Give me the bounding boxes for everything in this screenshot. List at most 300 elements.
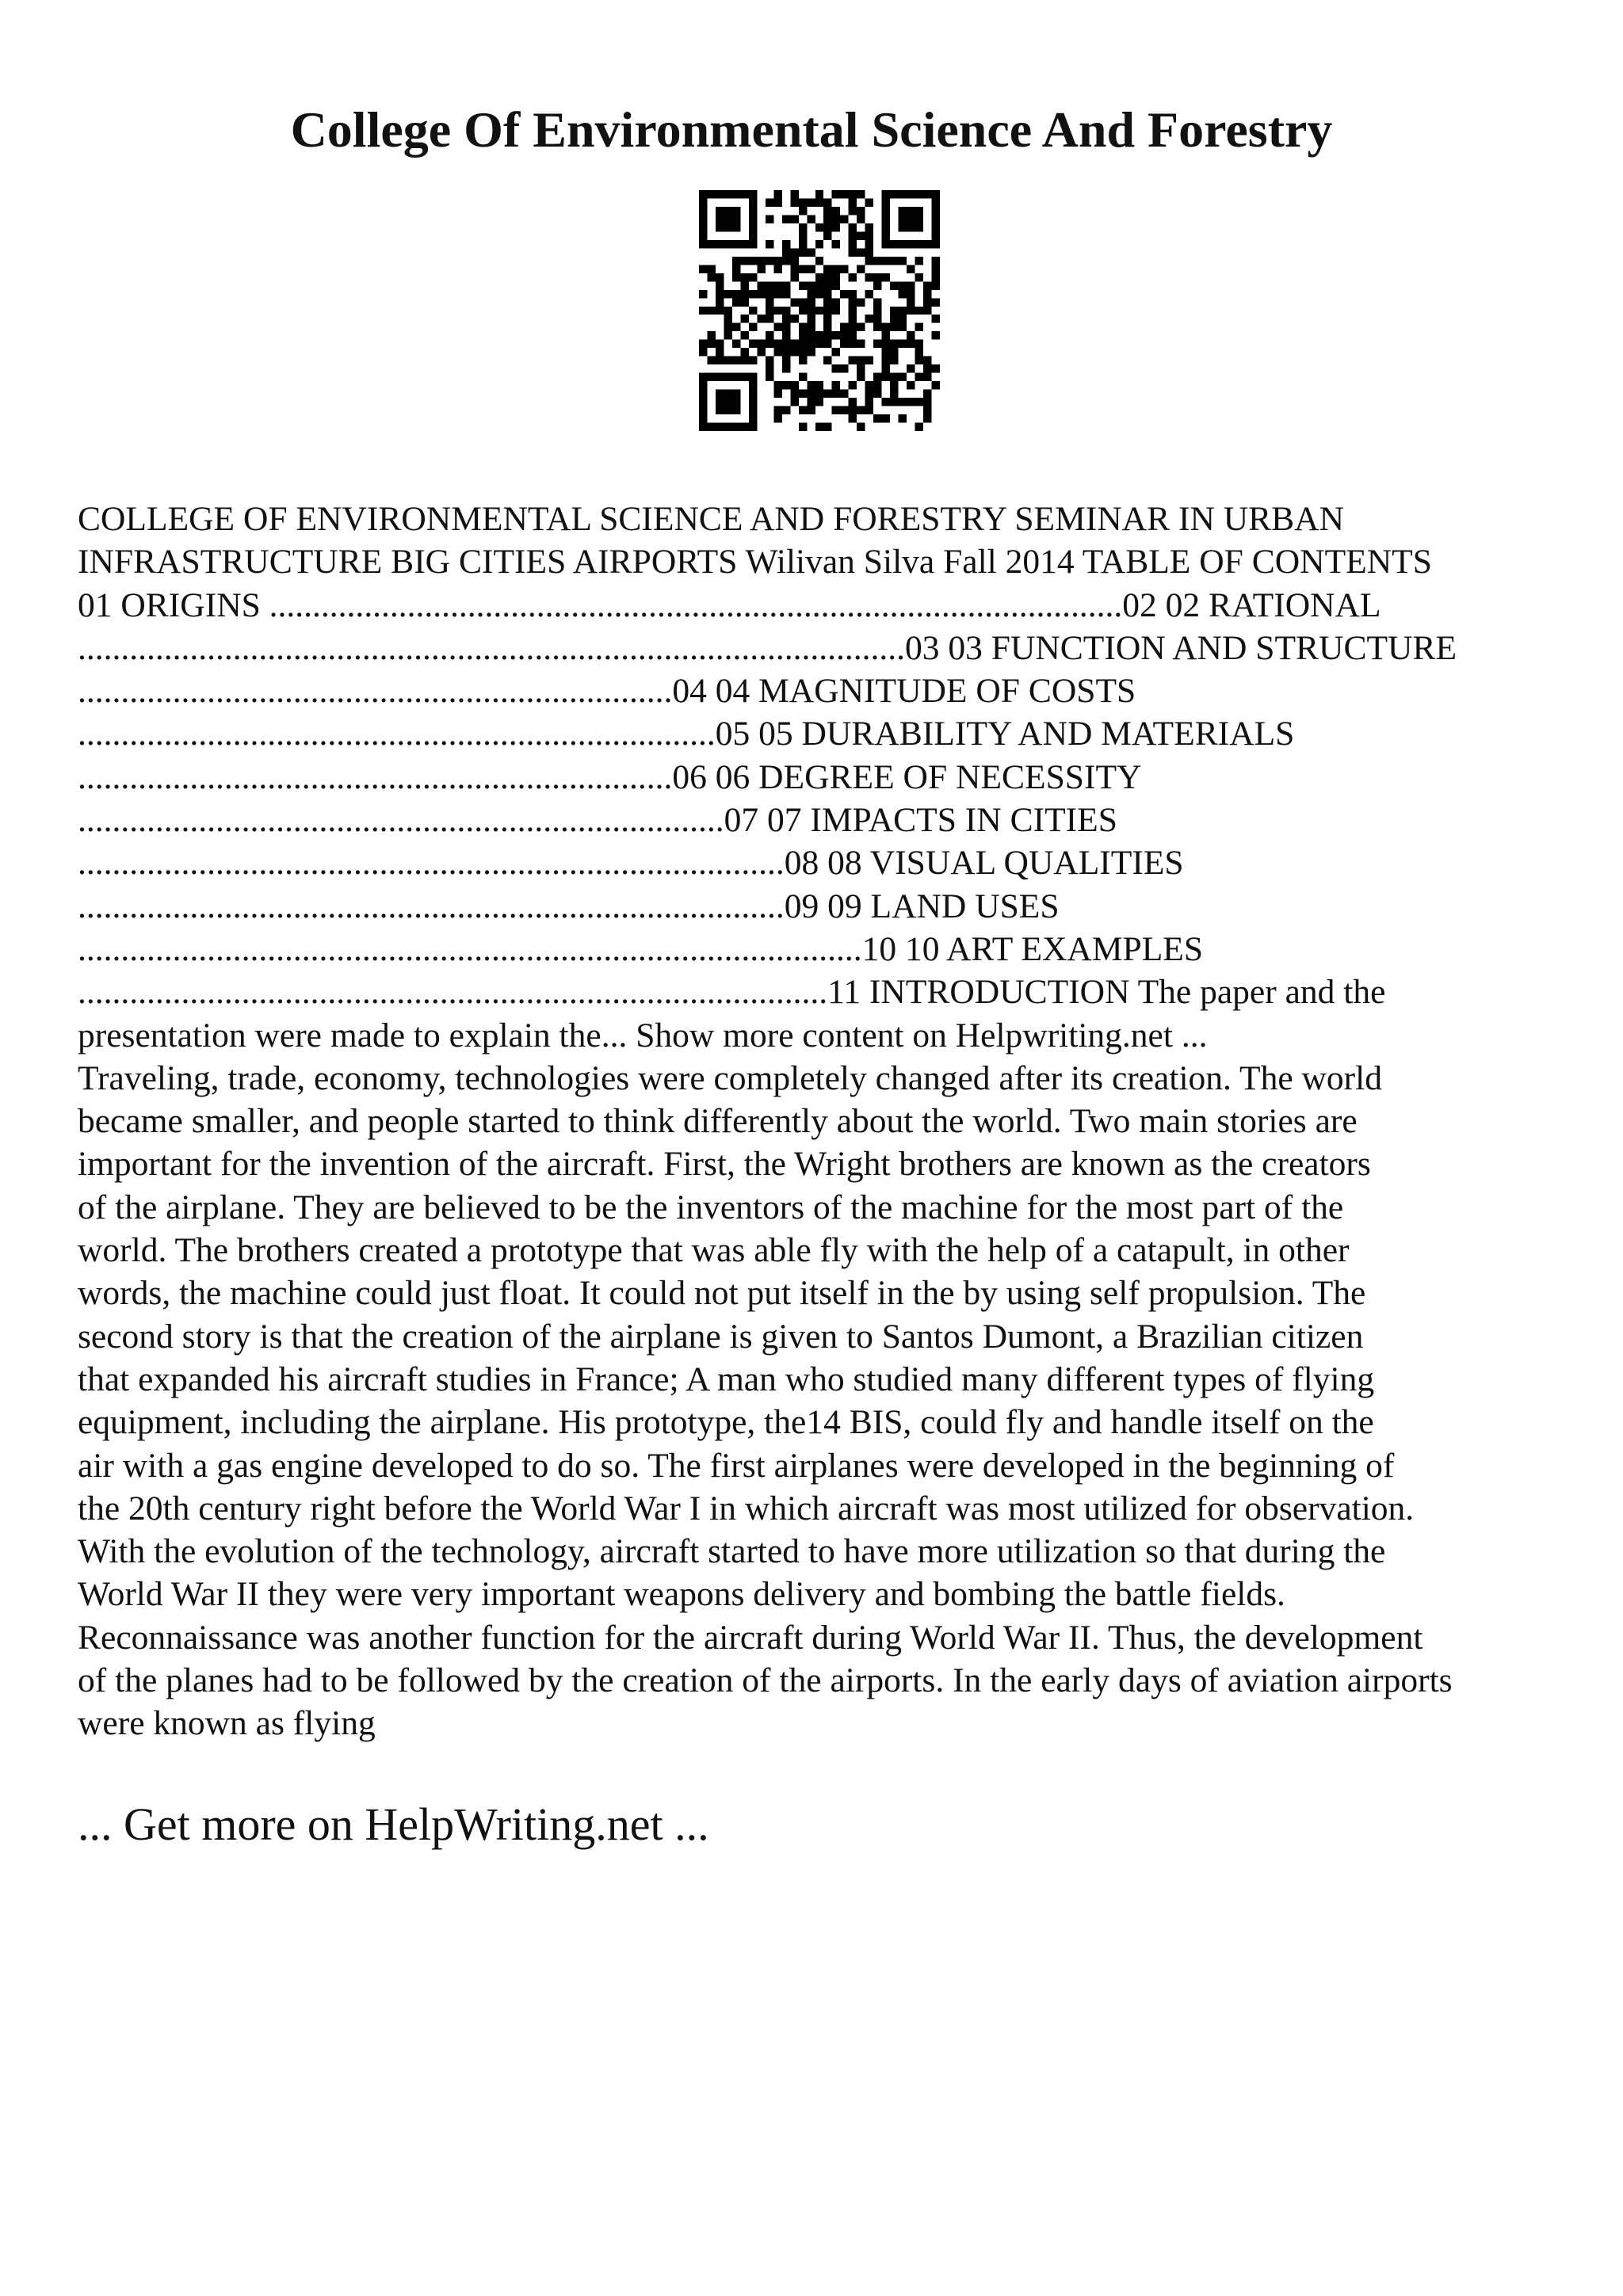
- qr-module: [865, 315, 873, 322]
- qr-module: [732, 215, 740, 223]
- qr-module: [782, 290, 790, 298]
- qr-module: [915, 398, 923, 406]
- body-line: World War II they were very important weapons delivery and bombing the battle fields.: [78, 1575, 1285, 1614]
- toc-line: ..................................................................................09 09 LAND USES: [78, 887, 1060, 925]
- qr-module: [807, 265, 815, 273]
- qr-module: [932, 231, 940, 239]
- qr-module: [865, 240, 873, 248]
- qr-module: [857, 323, 865, 331]
- qr-module: [832, 364, 840, 372]
- qr-module: [807, 215, 815, 223]
- qr-module: [732, 265, 740, 273]
- qr-module: [882, 331, 890, 339]
- qr-module: [932, 198, 940, 206]
- qr-module: [923, 398, 931, 406]
- qr-module: [815, 190, 823, 198]
- body-line: of the planes had to be followed by the creation of the airports. In the early days of aviation airports: [78, 1661, 1453, 1700]
- toc-line: .......................................................................................11 INTRODUCTION The paper and the: [78, 973, 1386, 1012]
- body-line: the 20th century right before the World War I in which aircraft was most utilized for observation.: [78, 1489, 1415, 1527]
- qr-module: [766, 298, 773, 306]
- qr-module: [873, 298, 881, 306]
- qr-module: [790, 381, 798, 389]
- qr-module: [807, 340, 815, 348]
- qr-module: [740, 331, 748, 339]
- qr-module: [823, 207, 831, 215]
- qr-module: [749, 190, 757, 198]
- qr-module: [890, 348, 898, 356]
- qr-module: [857, 423, 865, 431]
- qr-module: [849, 307, 857, 315]
- body-line: Traveling, trade, economy, technologies were completely changed after its creation. The world: [78, 1058, 1382, 1097]
- qr-module: [899, 215, 907, 223]
- qr-module: [923, 240, 931, 248]
- qr-module: [915, 307, 923, 315]
- qr-module: [932, 298, 940, 306]
- qr-module: [849, 273, 857, 281]
- qr-module: [882, 348, 890, 356]
- qr-module: [873, 281, 881, 289]
- qr-module: [790, 348, 798, 356]
- qr-module: [832, 207, 840, 215]
- qr-module: [882, 414, 890, 422]
- qr-module: [716, 390, 724, 398]
- qr-module: [782, 307, 790, 315]
- qr-module: [932, 257, 940, 265]
- qr-module: [757, 290, 765, 298]
- qr-module: [707, 307, 715, 315]
- qr-module: [857, 364, 865, 372]
- qr-module: [873, 257, 881, 265]
- qr-module: [882, 190, 890, 198]
- qr-module: [773, 406, 781, 414]
- qr-module: [815, 398, 823, 406]
- qr-module: [932, 240, 940, 248]
- qr-module: [907, 281, 915, 289]
- qr-module: [915, 273, 923, 281]
- qr-module: [932, 190, 940, 198]
- qr-module: [699, 190, 707, 198]
- body-line: air with a gas engine developed to do so. The first airplanes were developed in the beginning of: [78, 1446, 1395, 1485]
- qr-module: [707, 265, 715, 273]
- qr-module: [832, 406, 840, 414]
- qr-module: [740, 373, 748, 381]
- qr-module: [873, 273, 881, 281]
- qr-module: [732, 340, 740, 348]
- qr-module: [923, 373, 931, 381]
- qr-module: [857, 357, 865, 364]
- qr-module: [849, 340, 857, 348]
- qr-module: [773, 323, 781, 331]
- qr-module: [815, 198, 823, 206]
- qr-module: [849, 298, 857, 306]
- qr-module: [807, 290, 815, 298]
- qr-module: [790, 215, 798, 223]
- qr-module: [807, 281, 815, 289]
- qr-module: [823, 215, 831, 223]
- qr-module: [882, 273, 890, 281]
- qr-module: [716, 190, 724, 198]
- toc-line: ................................................................................................03 03 FUNCTION AND STRUCTURE: [78, 628, 1457, 667]
- qr-module: [799, 298, 807, 306]
- qr-module: [699, 398, 707, 406]
- body-line: world. The brothers created a prototype that was able fly with the help of a catapult, in other: [78, 1231, 1350, 1270]
- qr-module: [773, 348, 781, 356]
- qr-module: [699, 240, 707, 248]
- qr-module: [932, 331, 940, 339]
- qr-module: [749, 340, 757, 348]
- qr-module: [823, 390, 831, 398]
- page-title: College Of Environmental Science And Forestry: [290, 101, 1333, 158]
- qr-module: [773, 390, 781, 398]
- qr-module: [907, 223, 915, 231]
- qr-module: [873, 323, 881, 331]
- qr-module: [849, 240, 857, 248]
- qr-module: [716, 398, 724, 406]
- body-line: important for the invention of the aircraft. First, the Wright brothers are known as the creators: [78, 1145, 1371, 1184]
- qr-module: [849, 331, 857, 339]
- qr-module: [823, 340, 831, 348]
- qr-module: [907, 240, 915, 248]
- qr-module: [923, 290, 931, 298]
- qr-module: [915, 215, 923, 223]
- qr-module: [932, 381, 940, 389]
- qr-module: [757, 281, 765, 289]
- body-line: were known as flying: [78, 1704, 376, 1743]
- qr-module: [807, 398, 815, 406]
- qr-module: [749, 215, 757, 223]
- qr-module: [807, 348, 815, 356]
- qr-module: [882, 364, 890, 372]
- qr-module: [716, 373, 724, 381]
- qr-module: [832, 348, 840, 356]
- qr-module: [724, 373, 731, 381]
- qr-module: [899, 414, 907, 422]
- qr-module: [823, 331, 831, 339]
- qr-module: [840, 331, 848, 339]
- qr-module: [857, 190, 865, 198]
- qr-module: [749, 423, 757, 431]
- qr-module: [907, 215, 915, 223]
- qr-module: [724, 398, 731, 406]
- qr-module: [740, 281, 748, 289]
- qr-module: [865, 248, 873, 256]
- qr-module: [849, 357, 857, 364]
- qr-module: [766, 257, 773, 265]
- qr-module: [923, 298, 931, 306]
- qr-module: [799, 348, 807, 356]
- qr-module: [849, 315, 857, 322]
- qr-module: [882, 340, 890, 348]
- qr-module: [740, 357, 748, 364]
- qr-module: [799, 207, 807, 215]
- qr-module: [799, 331, 807, 339]
- qr-module: [823, 357, 831, 364]
- qr-module: [740, 290, 748, 298]
- qr-module: [724, 307, 731, 315]
- qr-module: [766, 364, 773, 372]
- qr-module: [915, 257, 923, 265]
- qr-module: [749, 373, 757, 381]
- qr-module: [707, 340, 715, 348]
- qr-module: [849, 381, 857, 389]
- qr-module: [923, 357, 931, 364]
- qr-module: [923, 307, 931, 315]
- qr-module: [766, 198, 773, 206]
- body-line: second story is that the creation of the airplane is given to Santos Dumont, a Brazilian citizen: [78, 1317, 1364, 1356]
- qr-module: [907, 207, 915, 215]
- qr-module: [890, 398, 898, 406]
- qr-module: [707, 273, 715, 281]
- qr-module: [732, 398, 740, 406]
- qr-module: [799, 281, 807, 289]
- qr-module: [732, 257, 740, 265]
- qr-module: [790, 340, 798, 348]
- qr-module: [773, 190, 781, 198]
- qr-module: [823, 290, 831, 298]
- qr-module: [732, 240, 740, 248]
- qr-module: [757, 340, 765, 348]
- qr-module: [899, 340, 907, 348]
- qr-module: [890, 240, 898, 248]
- qr-module: [766, 281, 773, 289]
- qr-module: [823, 231, 831, 239]
- qr-module: [749, 390, 757, 398]
- qr-module: [815, 340, 823, 348]
- qr-module: [915, 223, 923, 231]
- qr-module: [915, 348, 923, 356]
- qr-module: [724, 215, 731, 223]
- qr-module: [849, 323, 857, 331]
- qr-module: [766, 307, 773, 315]
- qr-module: [907, 298, 915, 306]
- qr-module: [716, 340, 724, 348]
- toc-line: ...........................................................................07 07 IMPACTS IN CITIES: [78, 801, 1117, 840]
- qr-module: [699, 423, 707, 431]
- qr-module: [890, 390, 898, 398]
- qr-module: [823, 323, 831, 331]
- qr-module: [815, 381, 823, 389]
- toc-line: .....................................................................04 04 MAGNITUDE OF COSTS: [78, 672, 1136, 711]
- qr-module: [799, 240, 807, 248]
- qr-module: [849, 406, 857, 414]
- qr-module: [799, 307, 807, 315]
- qr-module: [716, 423, 724, 431]
- qr-module: [699, 340, 707, 348]
- qr-module: [807, 331, 815, 339]
- qr-module: [749, 240, 757, 248]
- qr-module: [757, 257, 765, 265]
- qr-module: [857, 340, 865, 348]
- qr-module: [832, 331, 840, 339]
- qr-module: [907, 340, 915, 348]
- toc-line: ..................................................................................08 08 VISUAL QUALITIES: [78, 844, 1184, 883]
- qr-module: [807, 323, 815, 331]
- qr-module: [890, 323, 898, 331]
- qr-module: [757, 265, 765, 273]
- qr-module: [915, 373, 923, 381]
- qr-module: [890, 307, 898, 315]
- qr-module: [749, 198, 757, 206]
- qr-module: [815, 240, 823, 248]
- qr-module: [899, 223, 907, 231]
- qr-module: [757, 348, 765, 356]
- qr-module: [849, 414, 857, 422]
- qr-module: [873, 340, 881, 348]
- qr-module: [915, 423, 923, 431]
- document-body: [78, 498, 1560, 1745]
- qr-module: [757, 315, 765, 322]
- qr-module: [699, 390, 707, 398]
- qr-module: [923, 364, 931, 372]
- qr-module: [790, 390, 798, 398]
- qr-module: [766, 215, 773, 223]
- qr-module: [832, 240, 840, 248]
- qr-module: [724, 315, 731, 322]
- qr-module: [782, 215, 790, 223]
- qr-module: [899, 257, 907, 265]
- qr-module: [823, 273, 831, 281]
- qr-module: [932, 273, 940, 281]
- qr-module: [932, 207, 940, 215]
- qr-module: [782, 331, 790, 339]
- qr-module: [724, 190, 731, 198]
- qr-module: [823, 265, 831, 273]
- toc-line: ..........................................................................05 05 DURABILITY AND MATERIALS: [78, 715, 1295, 753]
- qr-module: [807, 390, 815, 398]
- qr-module: [832, 223, 840, 231]
- body-line: With the evolution of the technology, aircraft started to have more utilization so that during the: [78, 1532, 1386, 1571]
- qr-module: [832, 273, 840, 281]
- qr-module: [923, 190, 931, 198]
- qr-module: [782, 348, 790, 356]
- qr-module: [699, 414, 707, 422]
- qr-module: [716, 223, 724, 231]
- qr-module: [766, 240, 773, 248]
- qr-module: [865, 381, 873, 389]
- qr-module: [890, 257, 898, 265]
- qr-module: [732, 373, 740, 381]
- qr-module: [749, 414, 757, 422]
- qr-module: [782, 257, 790, 265]
- qr-module: [915, 207, 923, 215]
- qr-module: [716, 307, 724, 315]
- qr-module: [882, 223, 890, 231]
- qr-module: [740, 190, 748, 198]
- qr-module: [782, 406, 790, 414]
- qr-module: [740, 273, 748, 281]
- qr-module: [740, 348, 748, 356]
- qr-module: [907, 364, 915, 372]
- qr-module: [882, 207, 890, 215]
- qr-module: [899, 323, 907, 331]
- qr-module: [799, 373, 807, 381]
- qr-module: [707, 357, 715, 364]
- qr-module: [873, 307, 881, 315]
- qr-module: [799, 390, 807, 398]
- qr-module: [890, 340, 898, 348]
- qr-module: [865, 223, 873, 231]
- qr-module: [799, 406, 807, 414]
- qr-module: [899, 307, 907, 315]
- qr-module: [907, 290, 915, 298]
- qr-module: [907, 381, 915, 389]
- qr-module: [865, 357, 873, 364]
- qr-module: [899, 207, 907, 215]
- qr-module: [724, 207, 731, 215]
- qr-module: [857, 265, 865, 273]
- qr-module: [849, 248, 857, 256]
- qr-module: [732, 390, 740, 398]
- qr-module: [799, 223, 807, 231]
- qr-module: [807, 198, 815, 206]
- qr-module: [840, 215, 848, 223]
- qr-module: [873, 315, 881, 322]
- qr-module: [716, 298, 724, 306]
- qr-module: [749, 257, 757, 265]
- qr-module: [865, 398, 873, 406]
- qr-module: [790, 257, 798, 265]
- qr-module: [857, 231, 865, 239]
- qr-module: [782, 381, 790, 389]
- qr-module: [849, 231, 857, 239]
- body-line: presentation were made to explain the... Show more content on Helpwriting.net ...: [78, 1016, 1208, 1055]
- qr-module: [766, 340, 773, 348]
- qr-module: [857, 248, 865, 256]
- qr-module: [923, 414, 931, 422]
- qr-module: [932, 281, 940, 289]
- qr-module: [932, 215, 940, 223]
- qr-module: [923, 390, 931, 398]
- qr-module: [865, 231, 873, 239]
- qr-module: [882, 323, 890, 331]
- qr-module: [873, 390, 881, 398]
- qr-module: [716, 240, 724, 248]
- qr-module: [815, 423, 823, 431]
- qr-module: [807, 406, 815, 414]
- get-more-link[interactable]: ... Get more on HelpWriting.net ...: [78, 1798, 709, 1850]
- qr-module: [899, 190, 907, 198]
- qr-module: [823, 198, 831, 206]
- qr-module: [732, 357, 740, 364]
- qr-module: [932, 223, 940, 231]
- qr-code-icon: [699, 190, 940, 431]
- qr-module: [699, 290, 707, 298]
- qr-module: [799, 198, 807, 206]
- qr-module: [907, 190, 915, 198]
- qr-module: [815, 281, 823, 289]
- qr-module: [815, 290, 823, 298]
- qr-module: [716, 348, 724, 356]
- qr-module: [699, 215, 707, 223]
- qr-module: [782, 248, 790, 256]
- qr-module: [840, 190, 848, 198]
- qr-module: [724, 240, 731, 248]
- qr-module: [732, 190, 740, 198]
- qr-module: [890, 381, 898, 389]
- qr-module: [749, 223, 757, 231]
- qr-module: [773, 198, 781, 206]
- qr-module: [857, 373, 865, 381]
- qr-module: [740, 423, 748, 431]
- qr-module: [782, 364, 790, 372]
- qr-module: [766, 290, 773, 298]
- qr-module: [732, 323, 740, 331]
- qr-module: [732, 298, 740, 306]
- qr-module: [773, 265, 781, 273]
- qr-module: [799, 231, 807, 239]
- qr-module: [832, 381, 840, 389]
- qr-module: [873, 414, 881, 422]
